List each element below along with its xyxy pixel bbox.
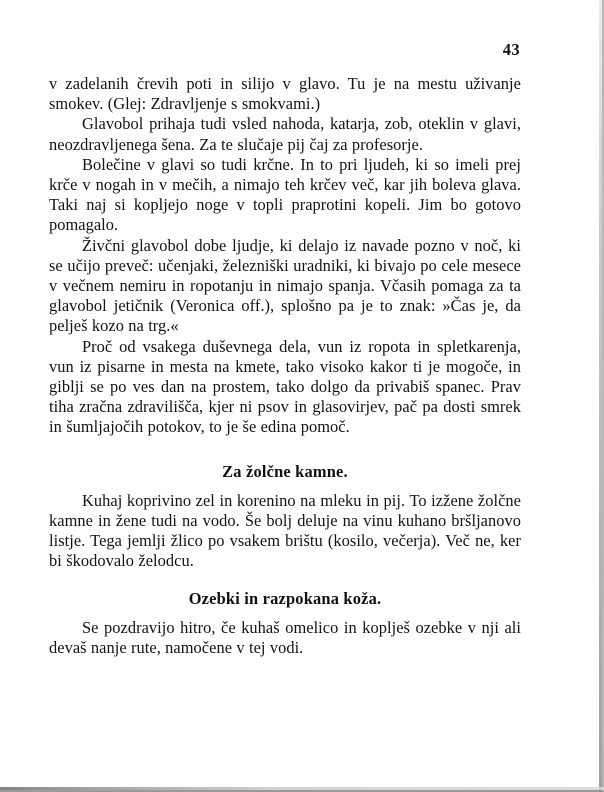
spacer-before-heading-2 xyxy=(49,572,521,589)
paragraph-proc-od-dela: Proč od vsakega duševnega dela, vun iz ropota in spletkarenja, vun iz pisarne in mesta na kmete, tako visoko kakor ti je mogoče, in giblji se po ves dan na prostem, tako dolgo da privabiš spanec. Prav tiha zračna zdravilišča, kjer ni psov in glasovirjev, pač pa dosti smrek in šumljajočih potokov, to je še edina pomoč. xyxy=(49,336,521,437)
spacer-after-heading-2 xyxy=(49,609,521,618)
paragraph-continuation: v zadelanih črevih poti in silijo v glavo. Tu je na mestu uživanje smokev. (Glej: Zdravljenje s smokvami.) xyxy=(49,74,521,114)
text-column xyxy=(49,74,521,658)
spacer-before-heading-1 xyxy=(49,438,521,462)
spacer-after-heading-1 xyxy=(49,482,521,491)
section-heading-zolcne-kamne: Za žolčne kamne. xyxy=(222,461,348,481)
page-number: 43 xyxy=(502,40,520,59)
paragraph-zivcni-glavobol: Živčni glavobol dobe ljudje, ki delajo iz navade pozno v noč, ki se učijo preveč: učenjaki, železniški uradniki, ki bivajo po cele mesece v večnem nemiru in ropotanju in nimajo spanja. Včasih pomaga za ta glavobol jetičnik (Veronica off.), splošno pa je to znak: »Čas je, da pelješ kozo na trg.« xyxy=(49,235,521,336)
section-heading-ozebki: Ozebki in razpokana koža. xyxy=(188,588,382,608)
paragraph-zolcne-kamne-remedy: Kuhaj koprivino zel in korenino na mleku in pij. To izžene žolčne kamne in žene tudi na vodo. Še bolj deluje na vinu kuhano bršljanovo listje. Tega jemlji žlico po vsakem brištu (kosilo, večerja). Več ne, ker bi škodovalo želodcu. xyxy=(49,490,521,571)
paragraph-bolecine-krcne: Bolečine v glavi so tudi krčne. In to pri ljudeh, ki so imeli prej krče v nogah in v mečih, a nimajo teh krčev več, kar jih boleva glava. Taki naj si kopljejo noge v topli praprotini kopeli. Jim bo gotovo pomagalo. xyxy=(49,154,521,235)
paragraph-glavobol-nahod: Glavobol prihaja tudi vsled nahoda, katarja, zob, oteklin v glavi, neozdravljenega šena. Za te slučaje pij čaj za profesorje. xyxy=(49,114,521,154)
page-edge-shadow-right xyxy=(599,0,602,792)
page-edge-shadow-bottom xyxy=(0,787,604,790)
paragraph-ozebki-remedy: Se pozdravijo hitro, če kuhaš omelico in koplješ ozebke v nji ali devaš nanje rute, namočene v tej vodi. xyxy=(49,617,521,658)
